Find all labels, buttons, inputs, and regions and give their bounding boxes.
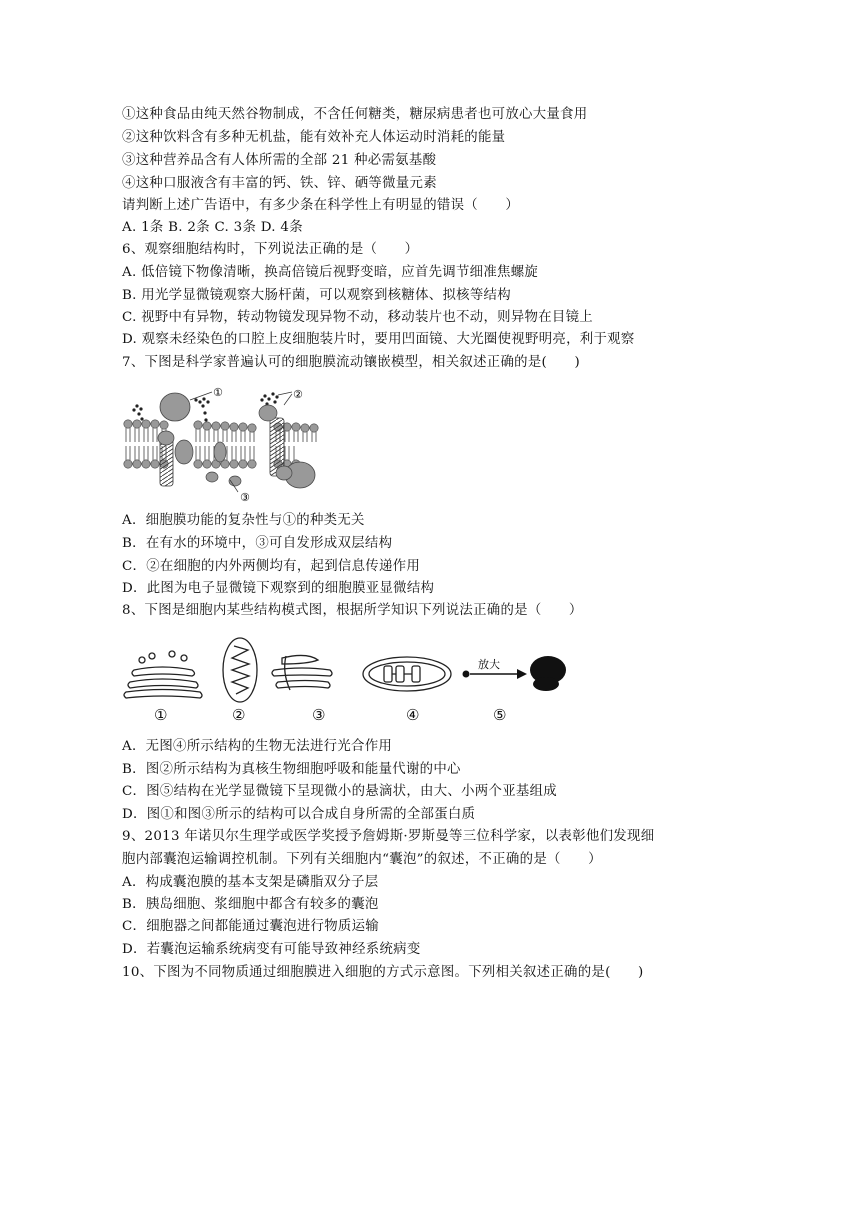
- cell-membrane-figure: [120, 380, 325, 505]
- q8-option-a: A．无图④所示结构的生物无法进行光合作用: [122, 739, 393, 754]
- q5-stem: 请判断上述广告语中，有多少条在科学性上有明显的错误（ ）: [122, 198, 520, 213]
- q9-option-c: C．细胞器之间都能通过囊泡进行物质运输: [122, 919, 379, 934]
- surface-protein: [160, 393, 190, 421]
- ad-item-1: ①这种食品由纯天然谷物制成，不含任何糖类，糖尿病患者也可放心大量食用: [122, 107, 588, 122]
- q9-option-b: B．胰岛细胞、浆细胞中都含有较多的囊泡: [122, 897, 379, 912]
- arrow-label: 放大: [478, 658, 500, 671]
- figure-label-2: ②: [293, 388, 303, 401]
- endoplasmic-reticulum-diagram: [272, 655, 332, 690]
- mitochondrion-diagram: [223, 638, 257, 702]
- ad-item-2: ②这种饮料含有多种无机盐，能有效补充人体运动时消耗的能量: [122, 130, 506, 145]
- golgi-diagram: [124, 651, 202, 698]
- q9-option-a: A．构成囊泡膜的基本支架是磷脂双分子层: [122, 875, 379, 890]
- organelle-figures: [122, 632, 582, 728]
- ad-item-4: ④这种口服液含有丰富的钙、铁、锌、硒等微量元素: [122, 176, 437, 191]
- q5-options: A. 1条 B. 2条 C. 3条 D. 4条: [122, 220, 303, 235]
- q6-option-c: C. 视野中有异物，转动物镜发现异物不动，移动装片也不动，则异物在目镜上: [122, 310, 593, 325]
- q7-option-c: C．②在细胞的内外两侧均有，起到信息传递作用: [122, 559, 421, 574]
- figure-label-3: ③: [240, 491, 250, 504]
- figure-number-5: ⑤: [493, 706, 507, 724]
- q8-option-c: C．图⑤结构在光学显微镜下呈现微小的悬滴状，由大、小两个亚基组成: [122, 784, 557, 799]
- q7-option-b: B．在有水的环境中，③可自发形成双层结构: [122, 536, 393, 551]
- q6-option-b: B. 用光学显微镜观察大肠杆菌，可以观察到核糖体、拟核等结构: [122, 288, 511, 303]
- chloroplast-diagram: [363, 657, 451, 691]
- q6-stem: 6、观察细胞结构时，下列说法正确的是（ ）: [122, 242, 419, 257]
- ad-item-3: ③这种营养品含有人体所需的全部 21 种必需氨基酸: [122, 153, 437, 168]
- q8-option-b: B．图②所示结构为真核生物细胞呼吸和能量代谢的中心: [122, 762, 461, 777]
- ribosome-diagram: [463, 656, 567, 691]
- q10-stem: 10、下图为不同物质通过细胞膜进入细胞的方式示意图。下列相关叙述正确的是( ): [122, 965, 644, 980]
- figure-number-2: ②: [232, 706, 246, 724]
- q9-stem-line2: 胞内部囊泡运输调控机制。下列有关细胞内“囊泡”的叙述，不正确的是（ ）: [122, 852, 602, 867]
- q7-option-d: D．此图为电子显微镜下观察到的细胞膜亚显微结构: [122, 581, 435, 596]
- figure-number-4: ④: [406, 706, 420, 724]
- q6-option-a: A. 低倍镜下物像清晰，换高倍镜后视野变暗，应首先调节细准焦螺旋: [122, 265, 539, 280]
- q8-stem: 8、下图是细胞内某些结构模式图，根据所学知识下列说法正确的是（ ）: [122, 603, 583, 618]
- sugar-chains: [132, 392, 278, 421]
- figure-number-3: ③: [312, 706, 326, 724]
- q9-option-d: D．若囊泡运输系统病变有可能导致神经系统病变: [122, 942, 421, 957]
- figure-number-1: ①: [154, 706, 168, 724]
- q9-stem-line1: 9、2013 年诺贝尔生理学或医学奖授予詹姆斯·罗斯曼等三位科学家，以表彰他们发现细: [122, 829, 655, 844]
- figure-label-1: ①: [213, 386, 223, 399]
- q8-option-d: D．图①和图③所示的结构可以合成自身所需的全部蛋白质: [122, 807, 476, 822]
- q7-stem: 7、下图是科学家普遍认可的细胞膜流动镶嵌模型，相关叙述正确的是( ): [122, 355, 580, 370]
- q7-option-a: A．细胞膜功能的复杂性与①的种类无关: [122, 513, 365, 528]
- q6-option-d: D. 观察未经染色的口腔上皮细胞装片时，要用凹面镜、大光圈使视野明亮，利于观察: [122, 332, 635, 347]
